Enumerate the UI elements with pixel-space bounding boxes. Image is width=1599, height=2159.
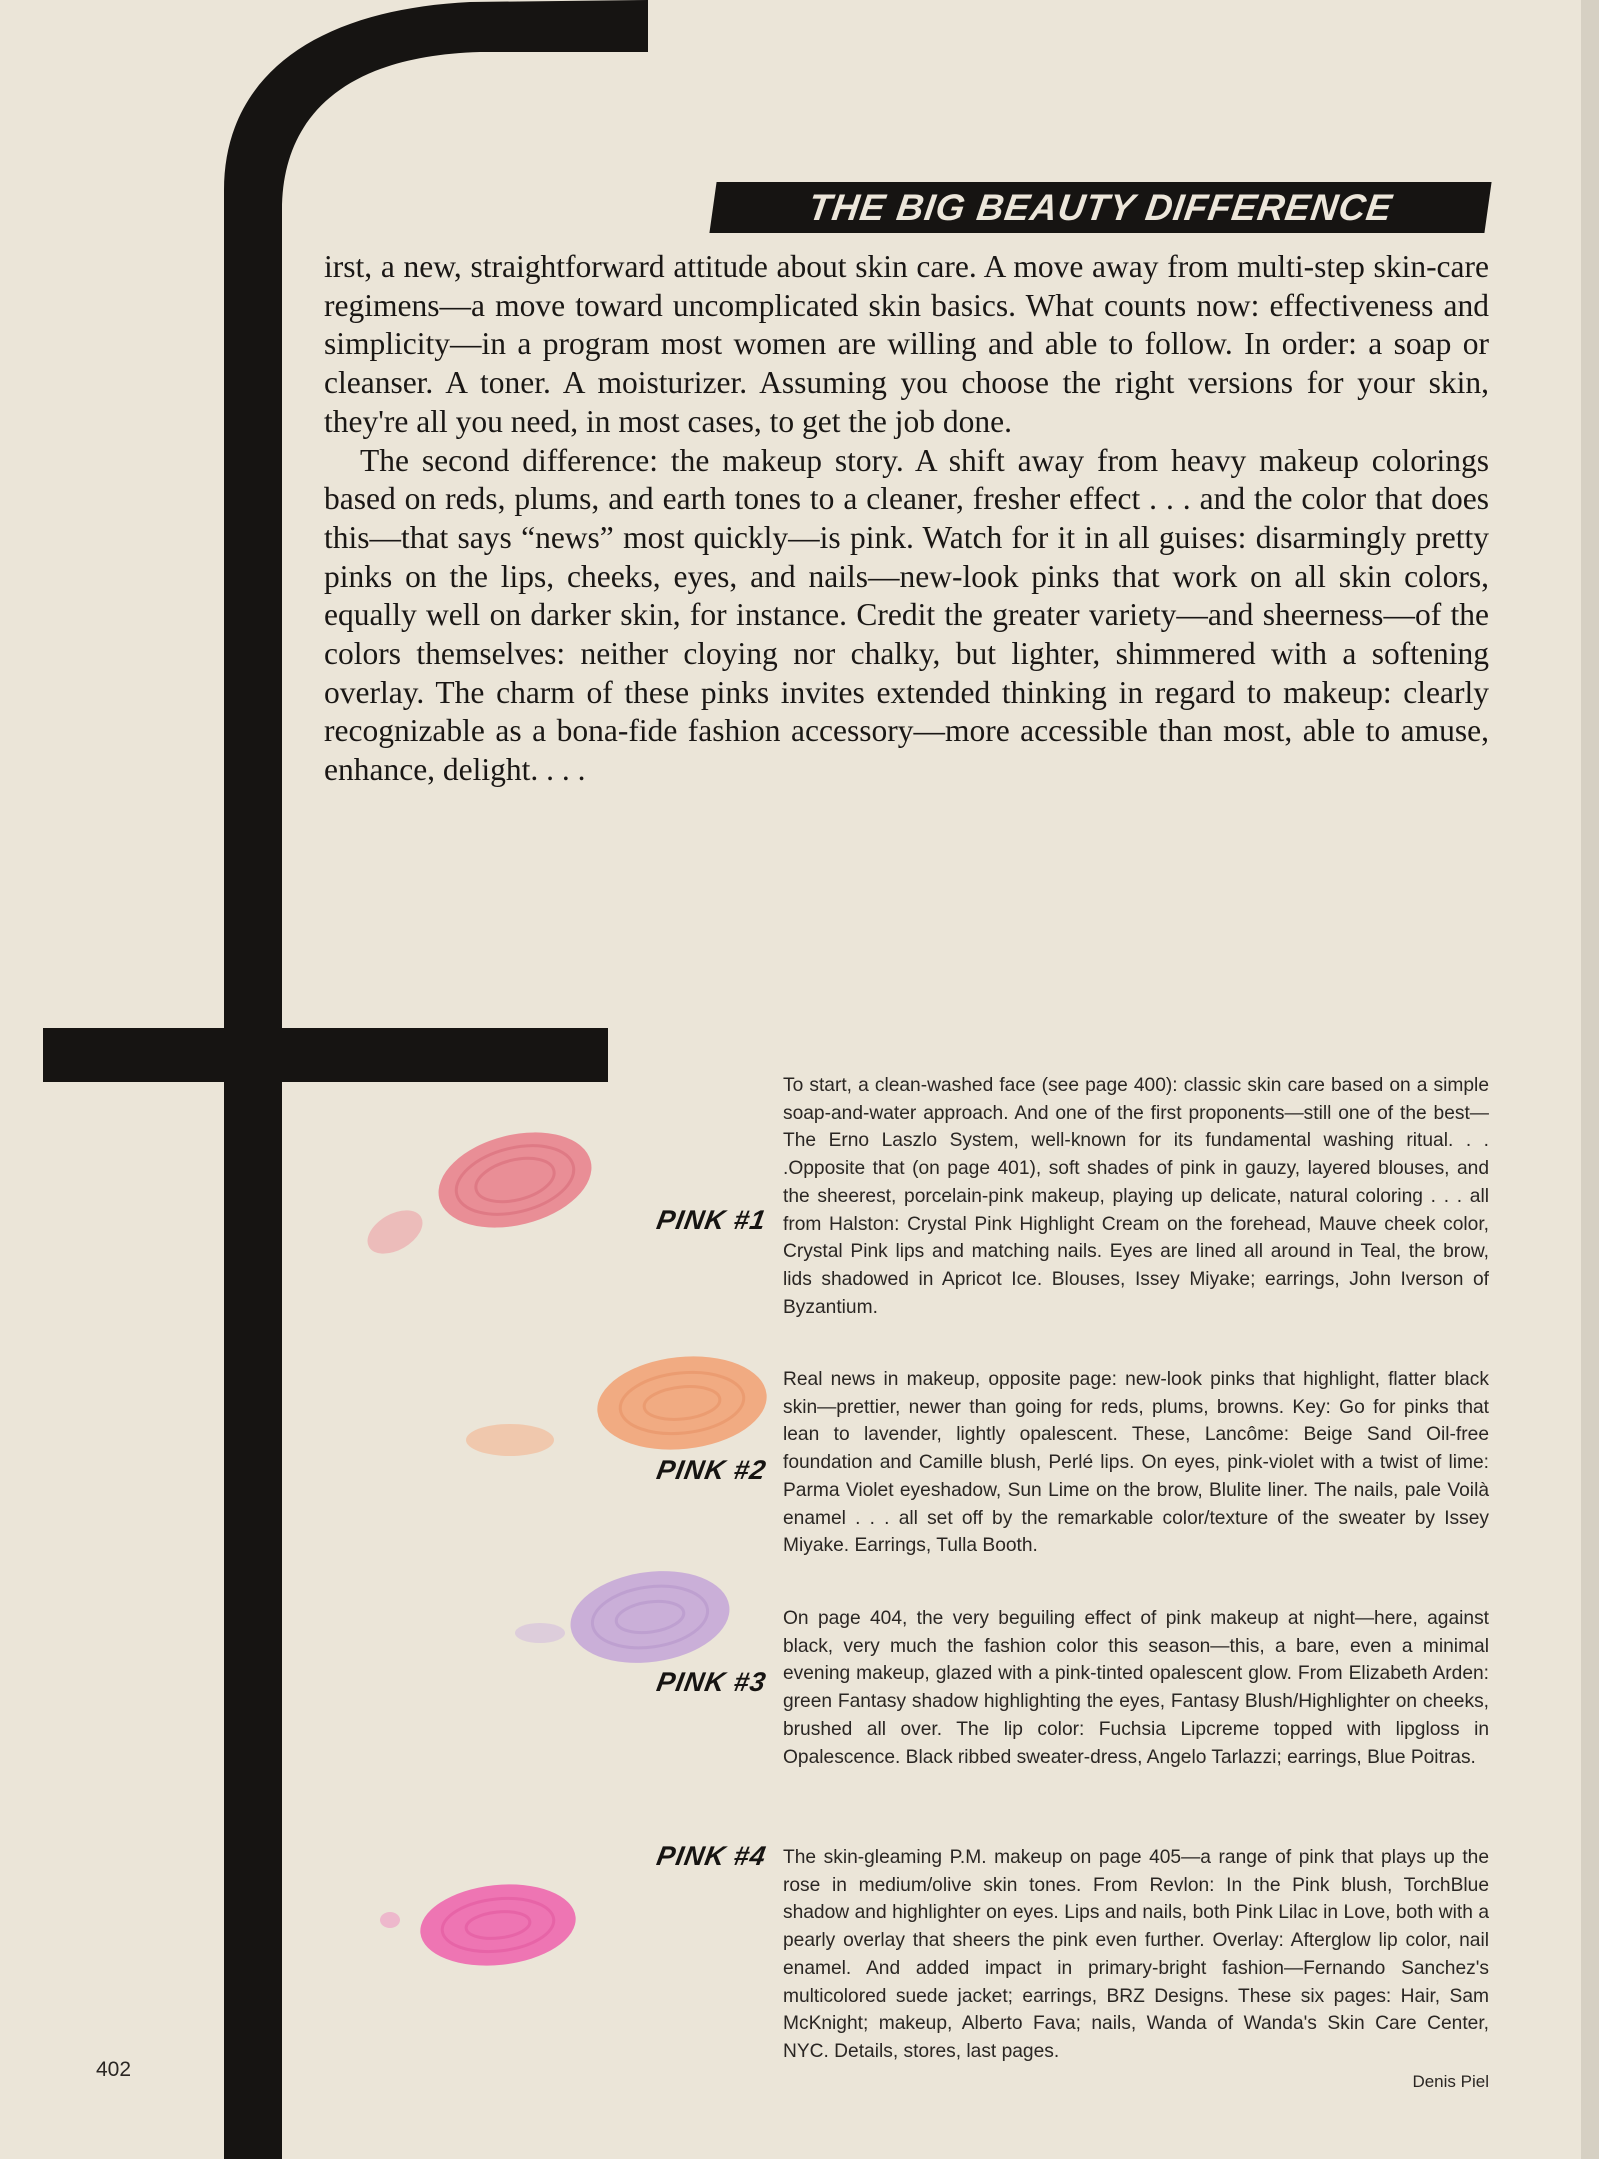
pink-3-caption: On page 404, the very beguiling effect of pink makeup at night—here, against black, very much the fashion color this season—this, a bare, even a minimal evening makeup, glazed with a pink-tinted opalescent glow. From Elizabeth Arden: green Fantasy shadow highlighting the eyes, Fantasy Blush/Highlighter on cheeks, brushed all over. The lip color: Fuchsia Lipcreme topped with lipgloss in Opalescence. Black ribbed sweater-dress, Angelo Tarlazzi; earrings, Blue Poitras. (783, 1608, 1489, 1768)
pink-4-fingerprint-swatch (370, 1875, 590, 1985)
letter-f-stem-decoration (224, 210, 282, 2159)
intro-text (324, 248, 1489, 790)
pink-2-label: PINK #2 (654, 1455, 769, 1485)
pink-1-label: PINK #1 (654, 1205, 769, 1235)
pink-2-caption: Real news in makeup, opposite page: new-look pinks that highlight, flatter black skin—prettier, newer than going for reds, plums, browns. Key: Go for pinks that lean to lavender, lightly opalescent. These, Lancôme: Beige Sand Oil-free foundation and Camille blush, Perlé lips. On eyes, pink-violet with a twist of lime: Parma Violet eyeshadow, Sun Lime on the brow, Blulite liner. The nails, pale Voilà enamel . . . all set off by the remarkable color/texture of the sweater by Issey Miyake. Earrings, Tulla Booth. (783, 1369, 1489, 1557)
photo-credit: Denis Piel (1412, 2072, 1489, 2091)
letter-f-curve-decoration (0, 0, 660, 240)
article-headline: THE BIG BEAUTY DIFFERENCE (709, 182, 1491, 233)
page-number: 402 (96, 2058, 132, 2081)
pink-3-label: PINK #3 (654, 1667, 769, 1697)
intro-paragraph-2: The second difference: the makeup story. A shift away from heavy makeup colorings based on reds, plums, and earth tones to a cleaner, fresher effect . . . and the color that does this—that says “news” most quickly—is pink. Watch for it in all guises: disarmingly pretty pinks on the lips, cheeks, eyes, and nails—new-look pinks that work on all skin colors, equally well on darker skin, for instance. Credit the greater variety—and sheerness—of the colors themselves: neither cloying nor chalky, but lighter, shimmered with a softening overlay. The charm of these pinks invites extended thinking in regard to makeup: clearly recognizable as a bona-fide fashion accessory—more accessible than most, able to amuse, enhance, delight. . . . (324, 442, 1489, 788)
pink-4-label: PINK #4 (654, 1841, 769, 1871)
intro-paragraph-1: irst, a new, straightforward attitude about skin care. A move away from multi-step skin-care regimens—a move toward uncomplicated skin basics. What counts now: effectiveness and simplicity—in a program most women are willing and able to follow. In order: a soap or cleanser. A toner. A moisturizer. Assuming you choose the right versions for your skin, they're all you need, in most cases, to get the job done. (324, 249, 1489, 439)
pink-3-fingerprint-swatch (505, 1565, 765, 1675)
pink-1-caption: To start, a clean-washed face (see page 400): classic skin care based on a simple soap-and-water approach. And one of the first proponents—still one of the best—The Erno Laszlo System, well-known for its fundamental washing ritual. . . .Opposite that (on page 401), soft shades of pink in gauzy, layered blouses, and the sheerest, porcelain-pink makeup, playing up delicate, natural coloring . . . all from Halston: Crystal Pink Highlight Cream on the forehead, Mauve cheek color, Crystal Pink lips and matching nails. Eyes are lined all around in Teal, the brow, lids shadowed in Apricot Ice. Blouses, Issey Miyake; earrings, John Iverson of Byzantium. (783, 1075, 1489, 1318)
page-edge-shadow (1581, 0, 1599, 2159)
pink-1-fingerprint-swatch (350, 1120, 610, 1270)
pink-4-caption: The skin-gleaming P.M. makeup on page 405—a range of pink that plays up the rose in medium/olive skin tones. From Revlon: In the Pink blush, TorchBlue shadow and highlighter on eyes. Lips and nails, both Pink Lilac in Love, both with a pearly overlay that sheers the pink even further. Overlay: Afterglow lip color, nail enamel. And added impact in primary-bright fashion—Fernando Sanchez's multicolored suede jacket; earrings, BRZ Designs. These six pages: Hair, Sam McKnight; makeup, Alberto Fava; nails, Wanda of Wanda's Skin Care Center, NYC. Details, stores, last pages. (783, 1847, 1489, 2062)
letter-f-crossbar-decoration (43, 1028, 608, 1082)
